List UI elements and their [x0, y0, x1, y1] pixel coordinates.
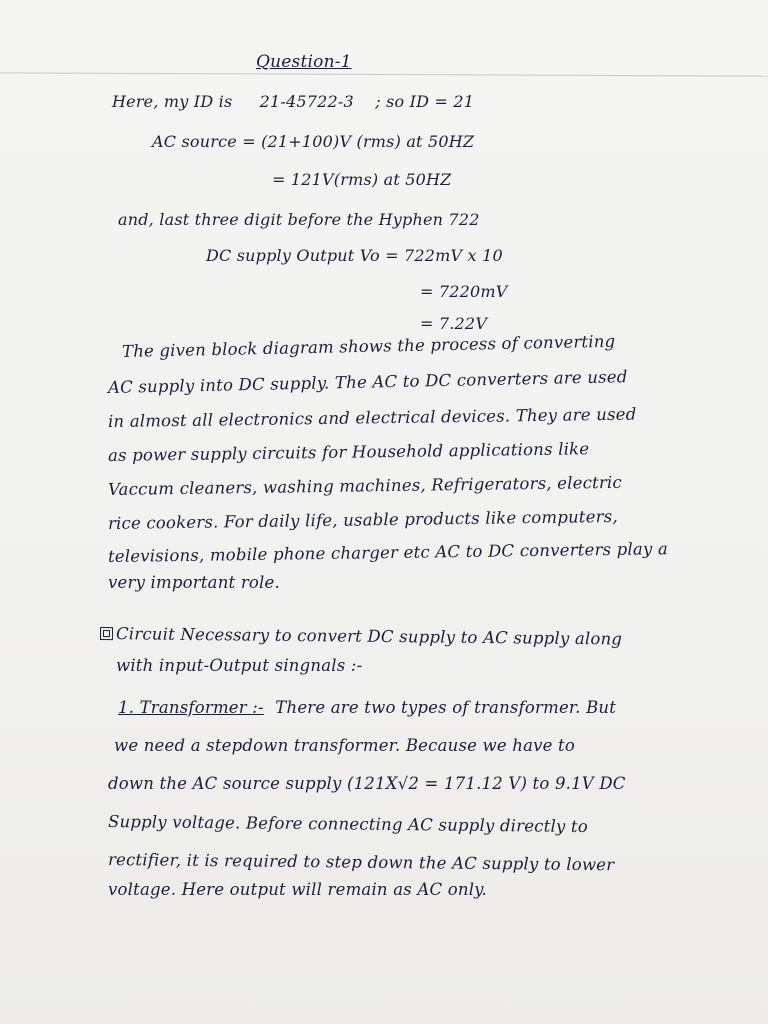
transformer-line: rectifier, it is required to step down the AC supply to lower: [107, 850, 615, 875]
id-short: ; so ID = 21: [375, 92, 475, 111]
transformer-text: There are two types of transformer. But: [275, 698, 617, 717]
circuit-heading-line2: with input-Output singnals :-: [116, 656, 363, 675]
dc-result-mv: = 7220mV: [420, 282, 508, 301]
transformer-line: down the AC source supply (121X√2 = 171.12 V) to 9.1V DC: [108, 774, 626, 793]
circuit-heading-text: Circuit Necessary to convert DC supply to AC supply along: [115, 624, 623, 649]
paragraph-line: The given block diagram shows the process of converting: [121, 331, 616, 361]
paragraph-line: televisions, mobile phone charger etc AC to DC converters play a: [107, 539, 669, 566]
question-heading: Question-1: [256, 52, 352, 72]
transformer-line: Supply voltage. Before connecting AC supply directly to: [107, 812, 589, 837]
transformer-line: we need a stepdown transformer. Because we have to: [114, 736, 576, 755]
page-fold-line: [0, 72, 768, 76]
id-line-label: Here, my ID is: [112, 92, 233, 111]
transformer-line: voltage. Here output will remain as AC only.: [108, 880, 487, 899]
paragraph-line: in almost all electronics and electrical devices. They are used: [107, 404, 637, 431]
paragraph-line: very important role.: [108, 573, 280, 592]
paragraph-line: as power supply circuits for Household applications like: [107, 439, 590, 465]
paragraph-line: AC supply into DC supply. The AC to DC converters are used: [107, 367, 628, 397]
paragraph-line: rice cookers. For daily life, usable products like computers,: [107, 506, 618, 533]
id-value: 21-45722-3: [259, 92, 354, 111]
transformer-line1: [118, 698, 616, 717]
transformer-label: 1. Transformer :-: [118, 698, 264, 717]
circuit-heading-line1: [100, 624, 622, 648]
dc-result-v: = 7.22V: [420, 314, 488, 333]
last-three-digit-line: and, last three digit before the Hyphen 722: [118, 210, 480, 229]
paragraph-line: Vaccum cleaners, washing machines, Refrigerators, electric: [107, 472, 623, 499]
ac-source-line: AC source = (21+100)V (rms) at 50HZ: [152, 132, 475, 151]
dc-supply-line: DC supply Output Vo = 722mV x 10: [206, 246, 503, 265]
id-line: [112, 92, 474, 111]
ac-source-result: = 121V(rms) at 50HZ: [272, 170, 452, 189]
checkbox-icon: [100, 627, 113, 640]
